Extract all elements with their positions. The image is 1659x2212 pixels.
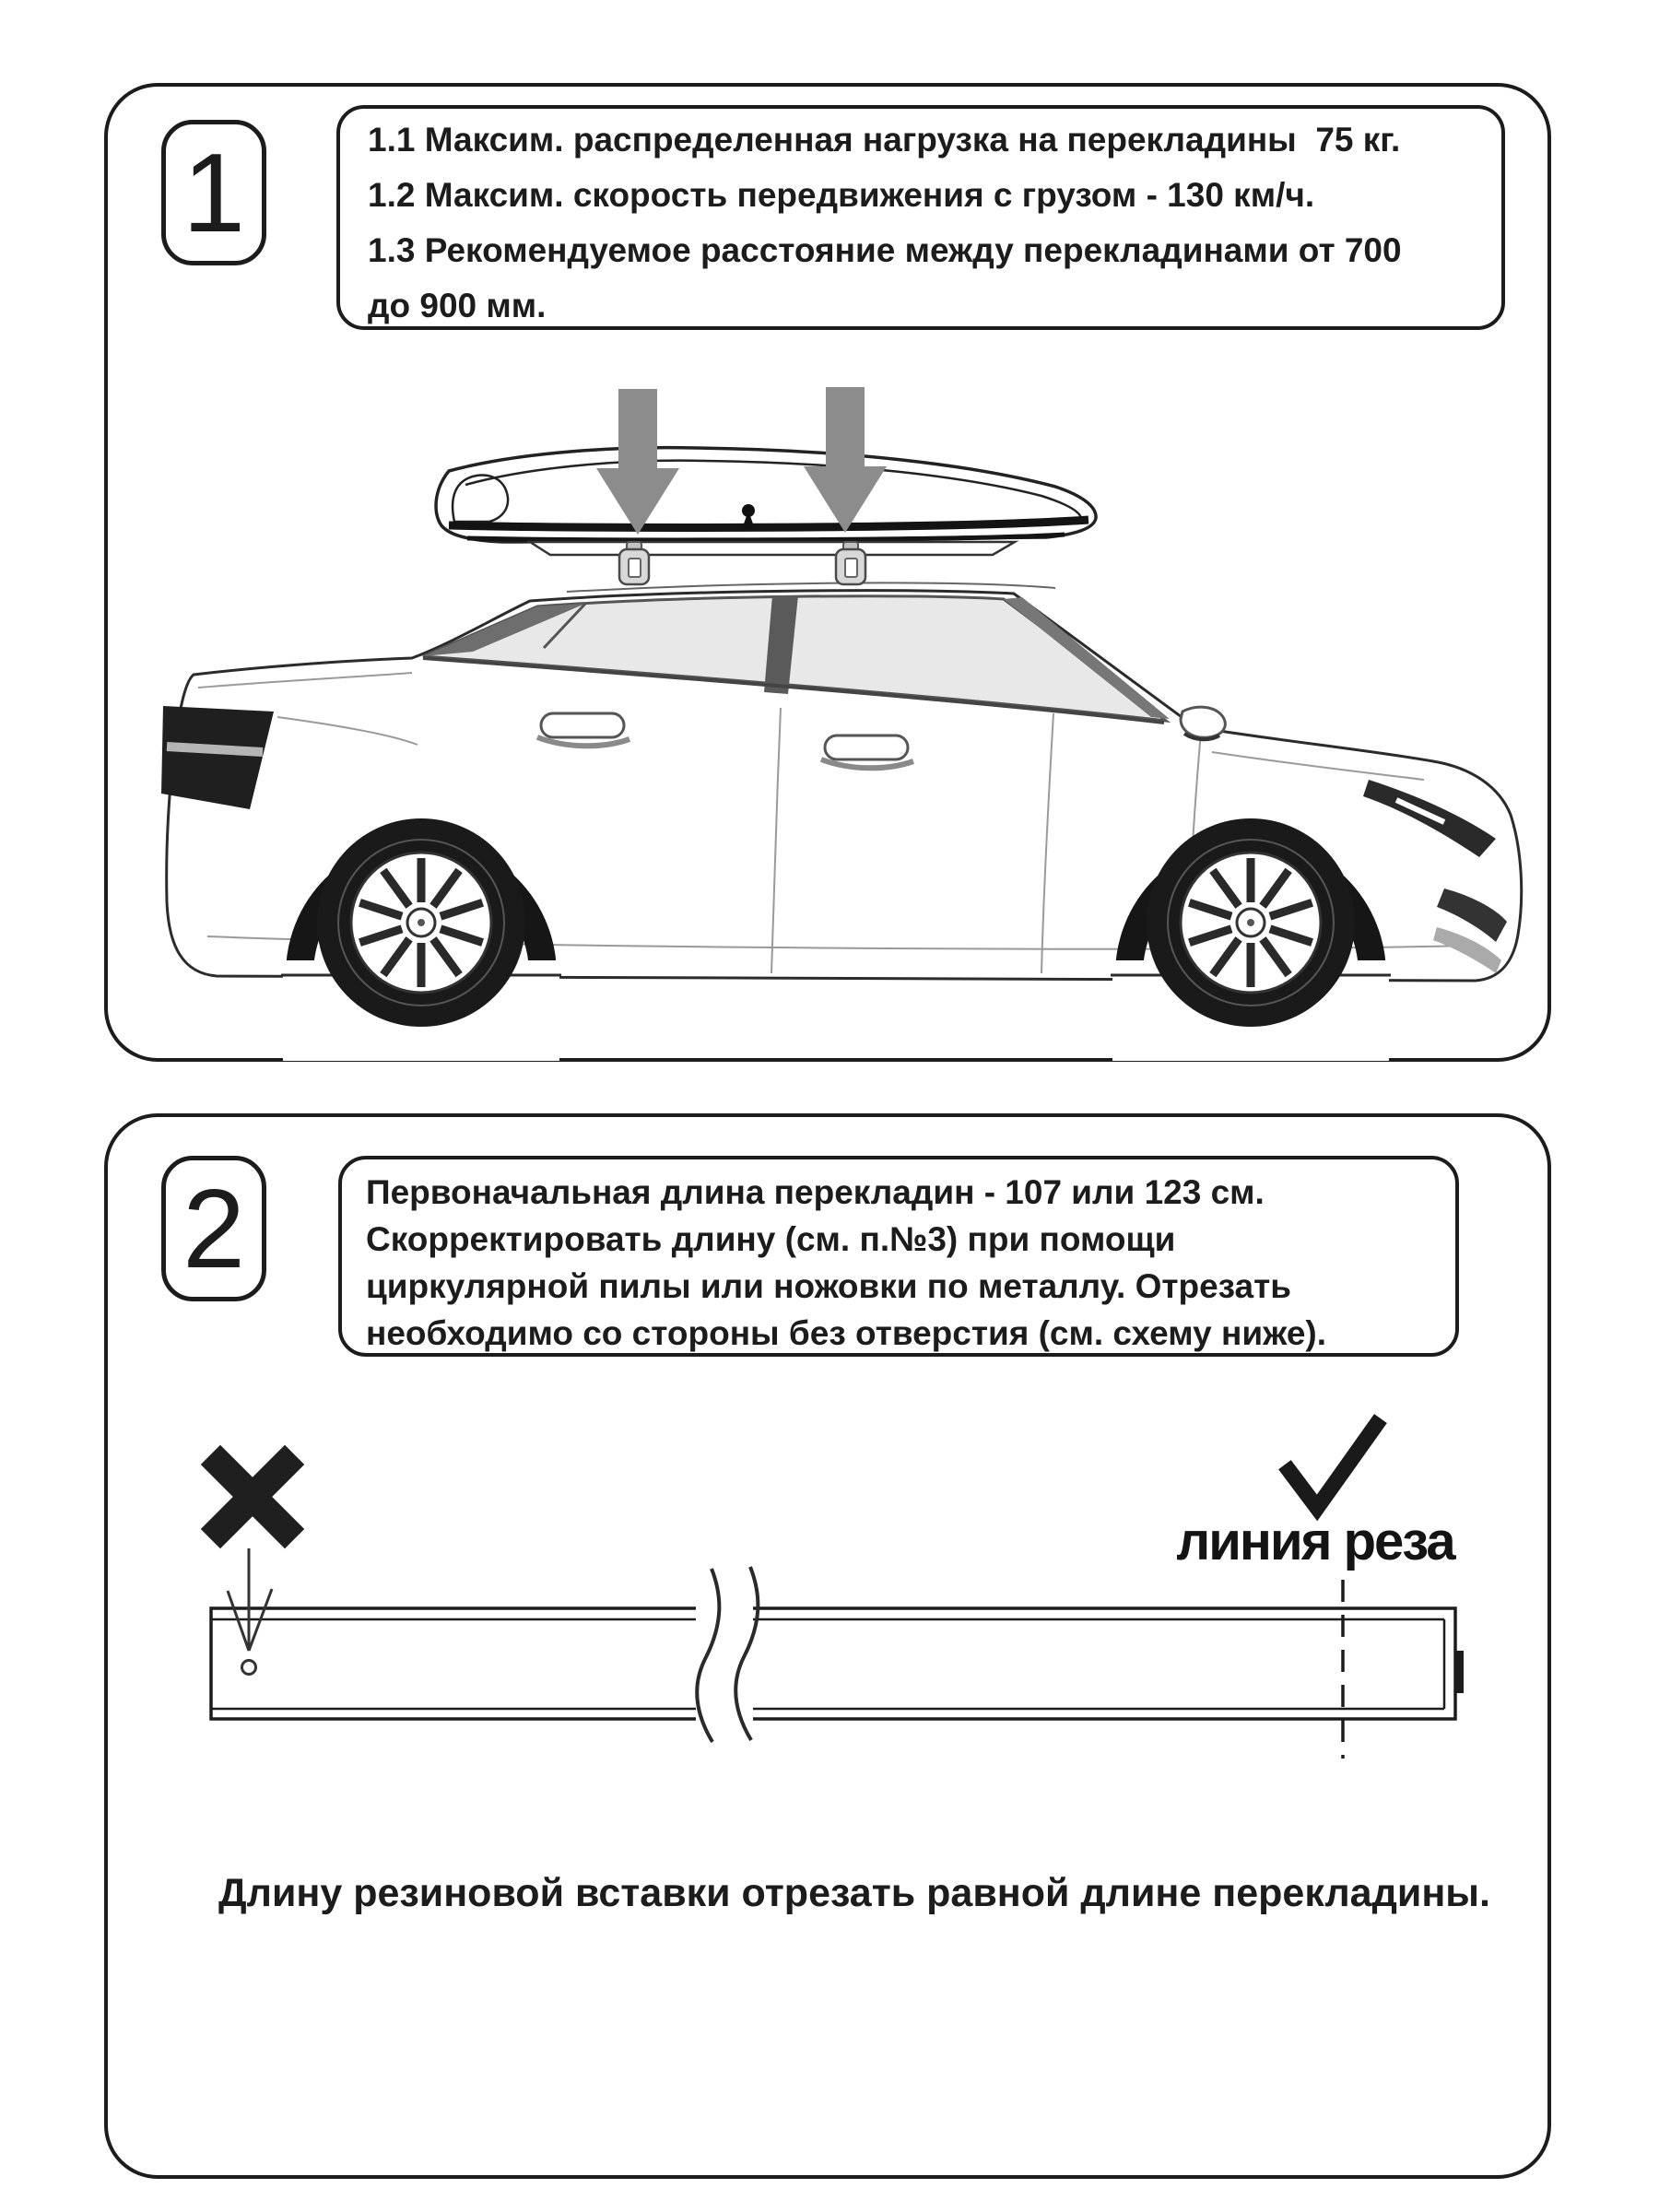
- side-mirror: [1181, 707, 1225, 737]
- roof-box-base: [530, 542, 1015, 555]
- instruction-line: 1.1 Максим. распределенная нагрузка на перекладины 75 кг.: [368, 121, 1401, 159]
- instruction-box-2: [338, 1156, 1459, 1357]
- instruction-line: до 900 мм.: [368, 287, 547, 324]
- crossbar: [211, 1608, 1464, 1719]
- crossbar-cut-diagram: [143, 1392, 1535, 1797]
- step-number: 1: [182, 130, 245, 255]
- instruction-line: 1.3 Рекомендуемое расстояние между перекладинами от 700: [368, 231, 1402, 269]
- step-number: 2: [182, 1166, 245, 1291]
- sedan-car: [161, 582, 1522, 1061]
- checkmark-icon: [1289, 1425, 1376, 1508]
- cut-line-label: линия реза: [1176, 1512, 1454, 1571]
- instruction-line: Скорректировать длину (см. п.№3) при помощи: [366, 1220, 1176, 1258]
- car-illustration: [124, 383, 1539, 1061]
- roof-box: [436, 448, 1096, 584]
- instruction-line: Первоначальная длина перекладин - 107 или 123 см.: [366, 1173, 1265, 1211]
- step-panel-1: [104, 83, 1551, 1062]
- mounting-hole: [242, 1661, 256, 1675]
- instruction-line: 1.2 Максим. скорость передвижения с грузом - 130 км/ч.: [368, 176, 1315, 214]
- end-plug: [1455, 1651, 1464, 1693]
- break-mark: [696, 1567, 758, 1742]
- cross-icon: [220, 1465, 285, 1529]
- rubber-insert-caption: Длину резиновой вставки отрезать равной длине перекладины.: [218, 1871, 1490, 1915]
- step-number-badge-2: [161, 1156, 266, 1301]
- instruction-line: необходимо со стороны без отверстия (см. схему ниже).: [366, 1314, 1326, 1352]
- instruction-line: циркулярной пилы или ножовки по металлу. Отрезать: [366, 1267, 1292, 1305]
- instruction-box-1: [336, 105, 1505, 330]
- step-number-badge-1: [161, 120, 266, 265]
- step-panel-2: [104, 1113, 1551, 2179]
